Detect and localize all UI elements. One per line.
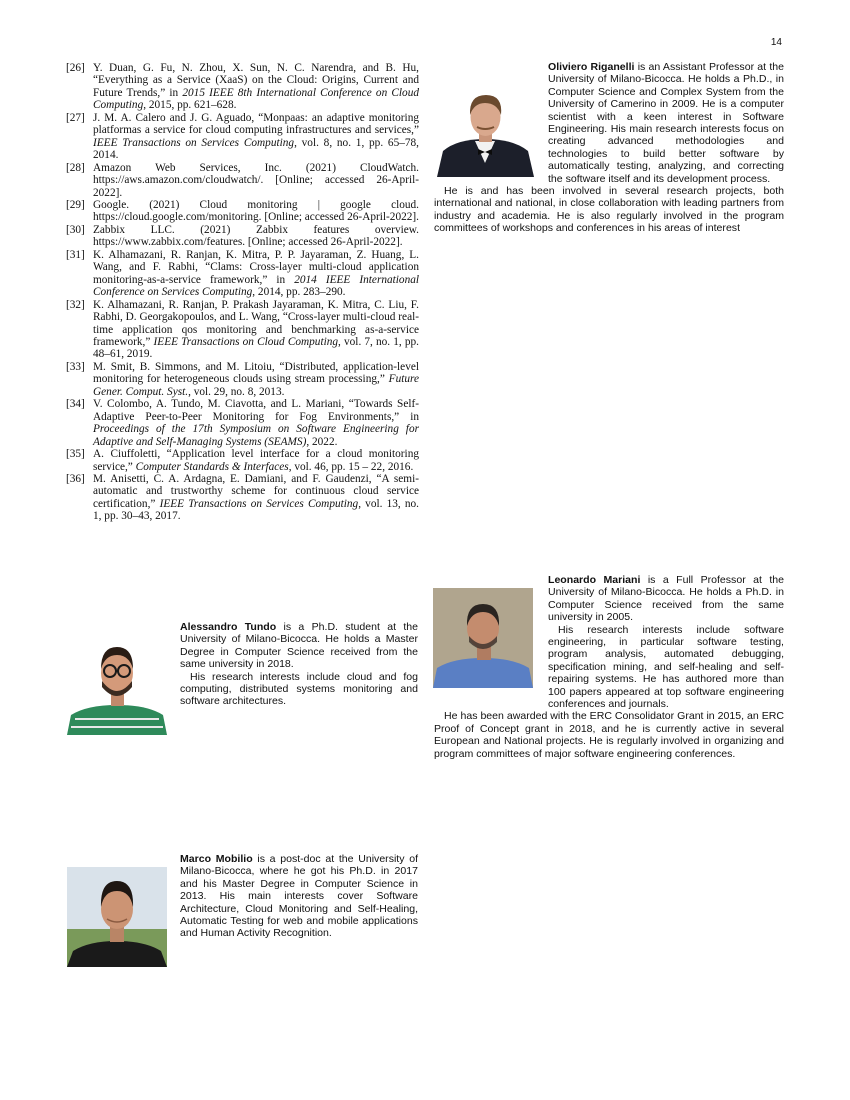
reference-34 <box>66 398 419 448</box>
ref-text: Amazon Web Services, Inc. (2021) CloudWatch. https://aws.amazon.com/cloudwatch/. [Online; accessed 26-April-2022]. <box>93 161 419 199</box>
ref-text: J. M. A. Calero and J. G. Aguado, “Monpaas: an adaptive monitoring platformas a service for cloud computing infrastructures and services,” <box>93 111 419 137</box>
ref-venue: IEEE Transactions on Services Computing <box>159 497 359 510</box>
ref-tail: , vol. 8, no. 1, pp. 65–78, 2014. <box>93 136 419 162</box>
ref-tail: , vol. 13, no. 1, pp. 30–43, 2017. <box>93 497 419 523</box>
bio-paragraph: He has been awarded with the ERC Consolidator Grant in 2015, an ERC Proof of Concept grant in 2018, and he is currently active in several European and National projects. He is regularly involved in organizing and program committees of major software engineering conferences. <box>434 710 784 760</box>
bio-mobilio <box>180 853 418 940</box>
ref-venue: Future Gener. Comput. Syst. <box>93 373 419 398</box>
ref-number: [33] <box>66 360 85 373</box>
ref-text: A. Ciuffoletti, “Application level interface for a cloud monitoring service,” <box>93 448 419 473</box>
ref-number: [31] <box>66 248 85 261</box>
ref-text: Google. (2021) Cloud monitoring | google cloud. https://cloud.google.com/monitoring. [Online; accessed 26-April-2022]. <box>93 198 419 224</box>
ref-number: [29] <box>66 198 85 211</box>
bio-text: is a post-doc at the University of Milano-Bicocca, where he got his Ph.D. in 2017 and his Master Degree in Computer Science in 2013. His main interests cover Software Architecture, Cloud Monitoring and Self-Healing, Automatic Testing for web and mobile applications and Human Activity Recognition. <box>180 853 419 940</box>
reference-29 <box>66 199 419 224</box>
reference-26 <box>66 62 419 112</box>
reference-33 <box>66 361 419 398</box>
ref-text: Y. Duan, G. Fu, N. Zhou, X. Sun, N. C. Narendra, and B. Hu, “Everything as a Service (XaaS) on the Cloud: Origins, Current and Future Trends,” in <box>93 62 419 99</box>
ref-number: [36] <box>66 472 85 485</box>
person-portrait-icon <box>67 867 167 967</box>
ref-tail: , vol. 29, no. 8, 2013. <box>188 385 285 398</box>
ref-text: Zabbix LLC. (2021) Zabbix features overview. https://www.zabbix.com/features. [Online; accessed 26-April-2022]. <box>93 223 419 249</box>
reference-30 <box>66 224 419 249</box>
bio-paragraph: He is and has been involved in several research projects, both international and national, in close collaboration with leading partners from industry and academia. He is also regularly involved in the program committees of workshops and conferences in his areas of interest <box>434 185 784 235</box>
ref-venue: Computer Standards & Interfaces <box>135 460 289 473</box>
ref-tail: , vol. 7, no. 1, pp. 48–61, 2019. <box>93 335 419 361</box>
ref-tail: , vol. 46, pp. 15 – 22, 2016. <box>288 460 414 473</box>
ref-number: [34] <box>66 398 85 411</box>
ref-number: [35] <box>66 448 85 461</box>
reference-28 <box>66 162 419 199</box>
ref-text: K. Alhamazani, R. Ranjan, P. Prakash Jayaraman, K. Mitra, C. Liu, F. Rabhi, D. Georgakopoulos, and L. Wang, “Cross-layer multi-cloud real-time application qos monitoring and benchmarking as-a-service framework,” <box>93 298 419 348</box>
reference-35 <box>66 448 419 473</box>
ref-text: V. Colombo, A. Tundo, M. Ciavotta, and L. Mariani, “Towards Self-Adaptive Peer-to-Peer Monitoring for Fog Environments,” in <box>93 398 419 423</box>
ref-number: [30] <box>66 223 85 236</box>
ref-tail: , 2014, pp. 283–290. <box>252 286 346 299</box>
ref-tail: , 2015, pp. 621–628. <box>143 99 237 112</box>
reference-32 <box>66 299 419 361</box>
bio-text: is a Full Professor at the University of Milano-Bicocca. He holds a Ph.D. in Computer Science received from the same university in 2005. <box>548 574 785 624</box>
author-name: Marco Mobilio <box>180 853 253 865</box>
reference-31 <box>66 249 419 299</box>
bio-tundo <box>180 621 418 708</box>
references-list <box>66 62 419 523</box>
reference-27 <box>66 112 419 162</box>
ref-number: [28] <box>66 161 85 174</box>
ref-venue: Proceedings of the 17th Symposium on Software Engineering for Adaptive and Self-Managing Systems (SEAMS) <box>93 423 419 448</box>
ref-text: M. Anisetti, C. A. Ardagna, E. Damiani, and F. Gaudenzi, “A semi-automatic and trustworthy scheme for continuous cloud service certification,” <box>93 472 419 510</box>
ref-venue: 2014 IEEE International Conference on Services Computing <box>93 273 420 299</box>
author-name: Oliviero Riganelli <box>548 61 635 73</box>
reference-36 <box>66 473 419 523</box>
ref-number: [26] <box>66 62 85 74</box>
mobilio-photo <box>67 867 167 967</box>
ref-number: [32] <box>66 298 85 311</box>
bio-mariani <box>434 574 784 760</box>
bio-text: is an Assistant Professor at the University of Milano-Bicocca. He holds a Ph.D., in Computer Science and Complex System from the University of Camerino in 2009. He is a computer scientist with a keen interest in Software Engineering. His main research interests focus on creating advanced methodologies and technologies to build better software by automatically testing, analyzing, and correcting the software itself and its development process. <box>548 61 784 185</box>
ref-number: [27] <box>66 111 85 124</box>
author-name: Alessandro Tundo <box>180 621 277 633</box>
ref-venue: 2015 IEEE 8th International Conference on Cloud Computing <box>93 86 419 112</box>
tundo-photo <box>67 635 167 735</box>
ref-tail: , 2022. <box>306 435 338 448</box>
ref-text: M. Smit, B. Simmons, and M. Litoiu, “Distributed, application-level monitoring for heterogeneous clouds using stream processing,” <box>93 360 419 386</box>
person-portrait-icon <box>67 635 167 735</box>
ref-venue: IEEE Transactions on Services Computing <box>93 136 295 149</box>
bio-riganelli <box>434 61 784 235</box>
bio-paragraph: His research interests include software engineering, in particular software testing, program analysis, automated debugging, specification mining, and self-healing and self-repairing systems. He has authored more than 100 papers appeared at top software engineering conferences and journals. <box>548 623 784 711</box>
bio-text: is a Ph.D. student at the University of Milano-Bicocca. He holds a Master Degree in Computer Science received from the same university in 2018. <box>180 621 418 671</box>
page-number: 14 <box>770 37 782 48</box>
bio-paragraph: His research interests include cloud and fog computing, distributed systems monitoring and software architectures. <box>180 670 418 708</box>
ref-venue: IEEE Transactions on Cloud Computing <box>153 335 339 348</box>
ref-text: K. Alhamazani, R. Ranjan, K. Mitra, P. P. Jayaraman, Z. Huang, L. Wang, and F. Rabhi, “Clams: Cross-layer multi-cloud application monitoring-as-a-service framework,” in <box>93 248 419 286</box>
author-name: Leonardo Mariani <box>548 574 641 586</box>
